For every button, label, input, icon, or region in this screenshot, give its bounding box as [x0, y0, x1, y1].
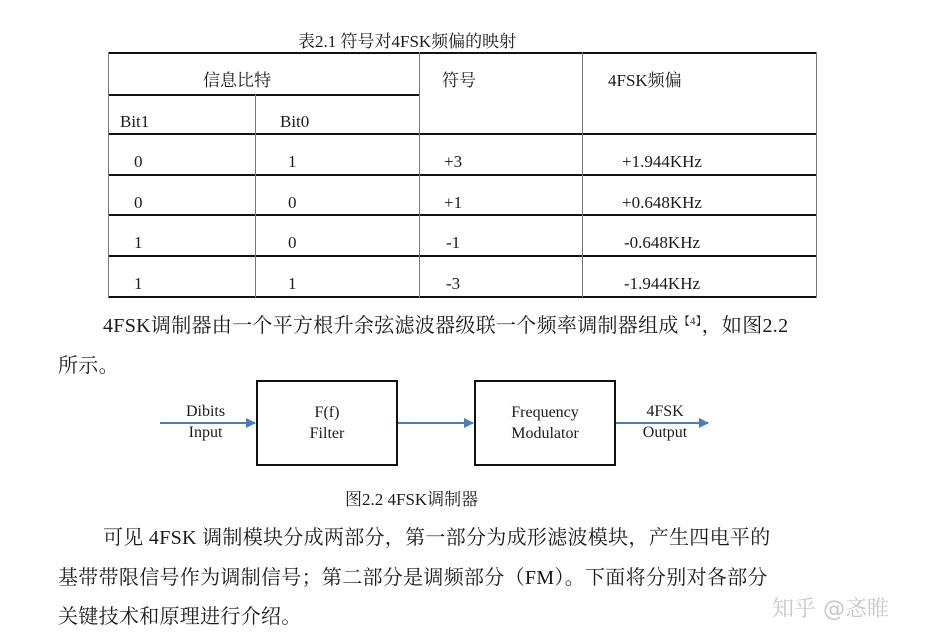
cell-bit0: 0 — [288, 193, 297, 212]
paragraph-text: 4FSK调制器由一个平方根升余弦滤波器级联一个频率调制器组成 — [103, 315, 679, 337]
paragraph-1-line-2: 所示。 — [58, 355, 119, 377]
cell-deviation: -0.648KHz — [624, 233, 701, 252]
paragraph-2-line-1: 可见 4FSK 调制模块分成两部分，第一部分为成形滤波模块，产生四电平的 — [103, 527, 771, 549]
cell-symbol: -1 — [446, 233, 461, 252]
cell-symbol: +3 — [444, 152, 463, 171]
input-label-line2: Input — [188, 424, 223, 441]
output-label-line1: 4FSK — [646, 403, 684, 420]
header-deviation: 4FSK频偏 — [608, 71, 682, 90]
cell-bit1: 1 — [134, 233, 143, 252]
cell-bit0: 0 — [288, 233, 297, 252]
cell-symbol: +1 — [444, 193, 463, 212]
cell-bit0: 1 — [288, 152, 297, 171]
cell-deviation: +0.648KHz — [622, 193, 702, 212]
paragraph-2-line-2: 基带带限信号作为调制信号；第二部分是调频部分（FM）。下面将分别对各部分 — [58, 567, 768, 589]
header-bit0: Bit0 — [280, 112, 310, 131]
output-label-line2: Output — [642, 424, 688, 441]
cell-bit1: 0 — [134, 193, 143, 212]
output-label — [635, 401, 695, 443]
figure-caption: 图2.2 4FSK调制器 — [345, 490, 479, 509]
cell-bit1: 0 — [134, 152, 143, 171]
cell-symbol: -3 — [446, 274, 461, 293]
paragraph-2-line-3: 关键技术和原理进行介绍。 — [58, 606, 302, 628]
frequency-modulator-box — [474, 380, 616, 466]
filter-box — [256, 380, 398, 466]
table-caption: 表2.1 符号对4FSK频偏的映射 — [298, 32, 517, 51]
modulator-box-line2: Modulator — [511, 425, 579, 442]
input-label — [178, 401, 233, 443]
header-symbol: 符号 — [442, 71, 476, 90]
paragraph-text: ，如图2.2 — [701, 315, 789, 337]
cell-bit0: 1 — [288, 274, 297, 293]
header-info-bits: 信息比特 — [203, 71, 271, 90]
modulator-box-line1: Frequency — [511, 404, 579, 421]
cell-bit1: 1 — [134, 274, 143, 293]
filter-box-line2: Filter — [309, 425, 345, 442]
citation-link[interactable]: 【4】 — [678, 315, 702, 328]
header-bit1: Bit1 — [120, 112, 150, 131]
cell-deviation: +1.944KHz — [622, 152, 702, 171]
input-label-line1: Dibits — [185, 403, 226, 420]
cell-deviation: -1.944KHz — [624, 274, 701, 293]
zhihu-watermark: 知乎 @忞睢 — [772, 597, 889, 622]
filter-box-line1: F(f) — [314, 404, 340, 421]
